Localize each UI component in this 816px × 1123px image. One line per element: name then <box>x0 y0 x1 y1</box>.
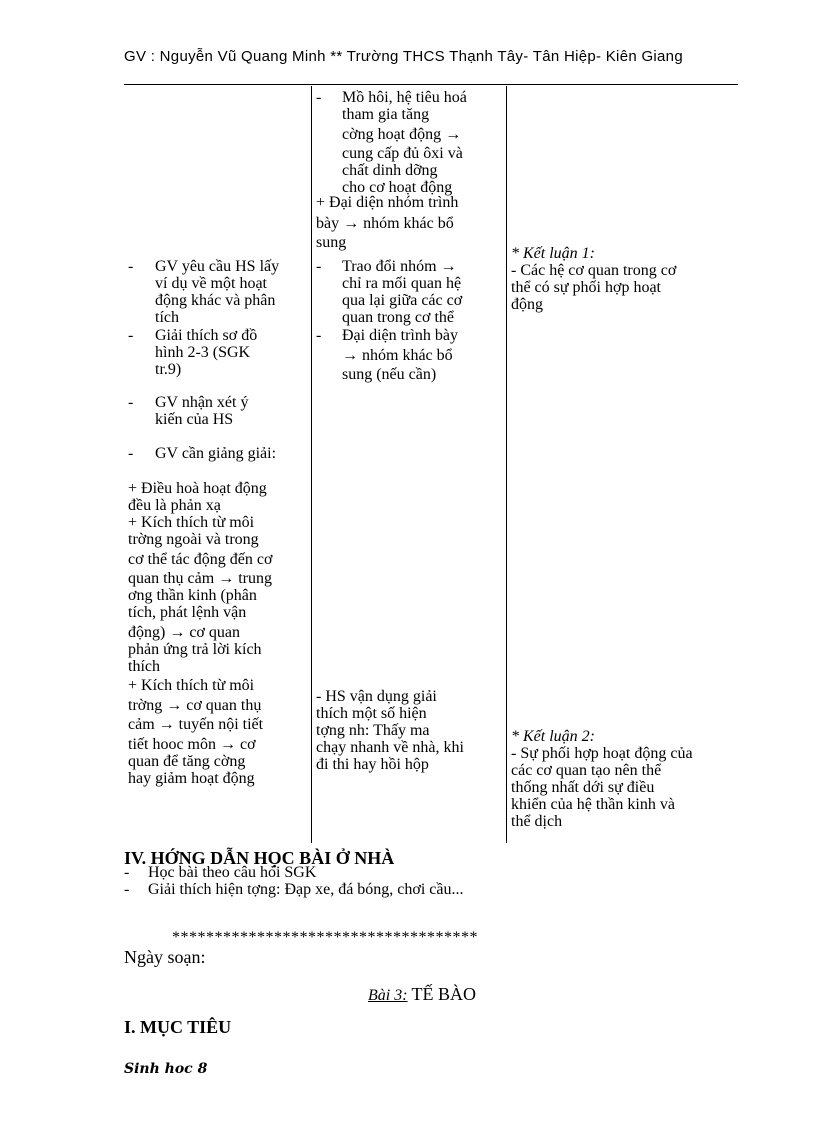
text-line: Giải thích sơ đồ <box>155 327 258 344</box>
text-line: chỉ ra mối quan hệ <box>342 275 462 292</box>
homework-item-dash: - <box>124 881 130 898</box>
text-line: GV nhận xét ý <box>155 394 249 411</box>
homework-item: Giải thích hiện tợng: Đạp xe, đá bóng, chơi cầu... <box>148 881 464 898</box>
section-i-heading: I. MỤC TIÊU <box>124 1017 232 1037</box>
text-line: chạy nhanh về nhà, khi <box>316 739 464 756</box>
conclusion-line: thống nhất dới sự điều <box>511 779 655 796</box>
text-line: + Đại diện nhóm trình <box>316 194 459 211</box>
text-line: quan để tăng cờng <box>128 753 246 770</box>
text-line: hình 2-3 (SGK <box>155 344 251 361</box>
text-line: hay giảm hoạt động <box>128 770 255 787</box>
list-dash: - <box>128 327 134 344</box>
text-line: trờng ngoài và trong <box>128 531 259 548</box>
list-dash: - <box>128 258 134 275</box>
list-dash: - <box>316 258 322 275</box>
text-line: cờng hoạt động → <box>342 126 462 143</box>
student-activity-column <box>316 0 502 1123</box>
homework-item-dash: - <box>124 864 130 881</box>
separator-stars: ************************************ <box>172 929 478 946</box>
text-line: quan thụ cảm → trung <box>128 570 272 587</box>
date-label: Ngày soạn: <box>124 947 206 967</box>
conclusion-line: thể dịch <box>511 813 563 830</box>
homework-item: Học bài theo câu hỏi SGK <box>148 864 317 881</box>
conclusion-line: động <box>511 296 543 313</box>
text-line: đi thi hay hồi hộp <box>316 756 429 773</box>
lesson-label: Bài 3: <box>368 987 408 1004</box>
text-line: GV yêu cầu HS lấy <box>155 258 280 275</box>
text-line: - HS vận dụng giải <box>316 688 437 705</box>
text-line: + Kích thích từ môi <box>128 677 255 694</box>
text-line: cho cơ hoạt động <box>342 179 453 196</box>
conclusion-line: - Các hệ cơ quan trong cơ <box>511 262 677 279</box>
text-line: ví dụ về một hoạt <box>155 275 267 292</box>
text-line: cảm → tuyến nội tiết <box>128 716 264 733</box>
conclusion-title: * Kết luận 1: <box>511 245 595 262</box>
text-line: quan trong cơ thể <box>342 309 454 326</box>
text-line: + Kích thích từ môi <box>128 514 255 531</box>
text-line: động khác và phân <box>155 292 276 309</box>
table-column-divider-2 <box>506 86 507 843</box>
page-header: GV : Nguyễn Vũ Quang Minh ** Trường THCS Thạnh Tây- Tân Hiệp- Kiên Giang <box>124 48 683 65</box>
text-line: phản ứng trả lời kích <box>128 641 262 658</box>
text-line: đều là phản xạ <box>128 497 221 514</box>
text-line: sung <box>316 234 347 251</box>
text-line: ơng thần kinh (phân <box>128 587 257 604</box>
table-column-divider-1 <box>311 86 312 843</box>
conclusion-line: thể có sự phối hợp hoạt <box>511 279 661 296</box>
text-line: thích một số hiện <box>316 705 427 722</box>
text-line: thích <box>128 658 160 675</box>
text-line: cơ thể tác động đến cơ <box>128 551 273 568</box>
footer-subject: Sinh hoc 8 <box>124 1061 208 1077</box>
text-line: sung (nếu cần) <box>342 366 437 383</box>
list-dash: - <box>128 394 134 411</box>
text-line: chất dinh dỡng <box>342 162 438 179</box>
content-column <box>511 0 737 1123</box>
text-line: → nhóm khác bổ <box>342 347 453 364</box>
text-line: tiết hooc môn → cơ <box>128 736 256 753</box>
text-line: kiến của HS <box>155 411 234 428</box>
text-line: Đại diện trình bày <box>342 327 458 344</box>
text-line: tham gia tăng <box>342 106 430 123</box>
list-dash: - <box>316 327 322 344</box>
text-line: qua lại giữa các cơ <box>342 292 463 309</box>
conclusion-title: * Kết luận 2: <box>511 728 595 745</box>
text-line: Mồ hôi, hệ tiêu hoá <box>342 89 467 106</box>
list-dash: - <box>316 89 322 106</box>
text-line: động) → cơ quan <box>128 624 240 641</box>
text-line: GV cần giảng giải: <box>155 445 277 462</box>
conclusion-line: khiển của hệ thần kinh và <box>511 796 675 813</box>
lesson-name: TẾ BÀO <box>411 984 477 1004</box>
text-line: bày → nhóm khác bổ <box>316 215 454 232</box>
text-line: tr.9) <box>155 361 182 378</box>
text-line: tích <box>155 309 179 326</box>
section-iv-heading: IV. HỚNG DẪN HỌC BÀI Ở NHÀ <box>124 848 395 868</box>
list-dash: - <box>128 445 134 462</box>
text-line: + Điều hoà hoạt động <box>128 480 267 497</box>
text-line: trờng → cơ quan thụ <box>128 697 262 714</box>
conclusion-line: - Sự phối hợp hoạt động của <box>511 745 693 762</box>
lesson-title <box>368 984 476 1005</box>
text-line: tích, phát lệnh vận <box>128 604 247 621</box>
text-line: tợng nh: Thấy ma <box>316 722 430 739</box>
text-line: Trao đổi nhóm → <box>342 258 457 275</box>
conclusion-line: các cơ quan tạo nên thể <box>511 762 662 779</box>
text-line: cung cấp đủ ôxi và <box>342 145 463 162</box>
